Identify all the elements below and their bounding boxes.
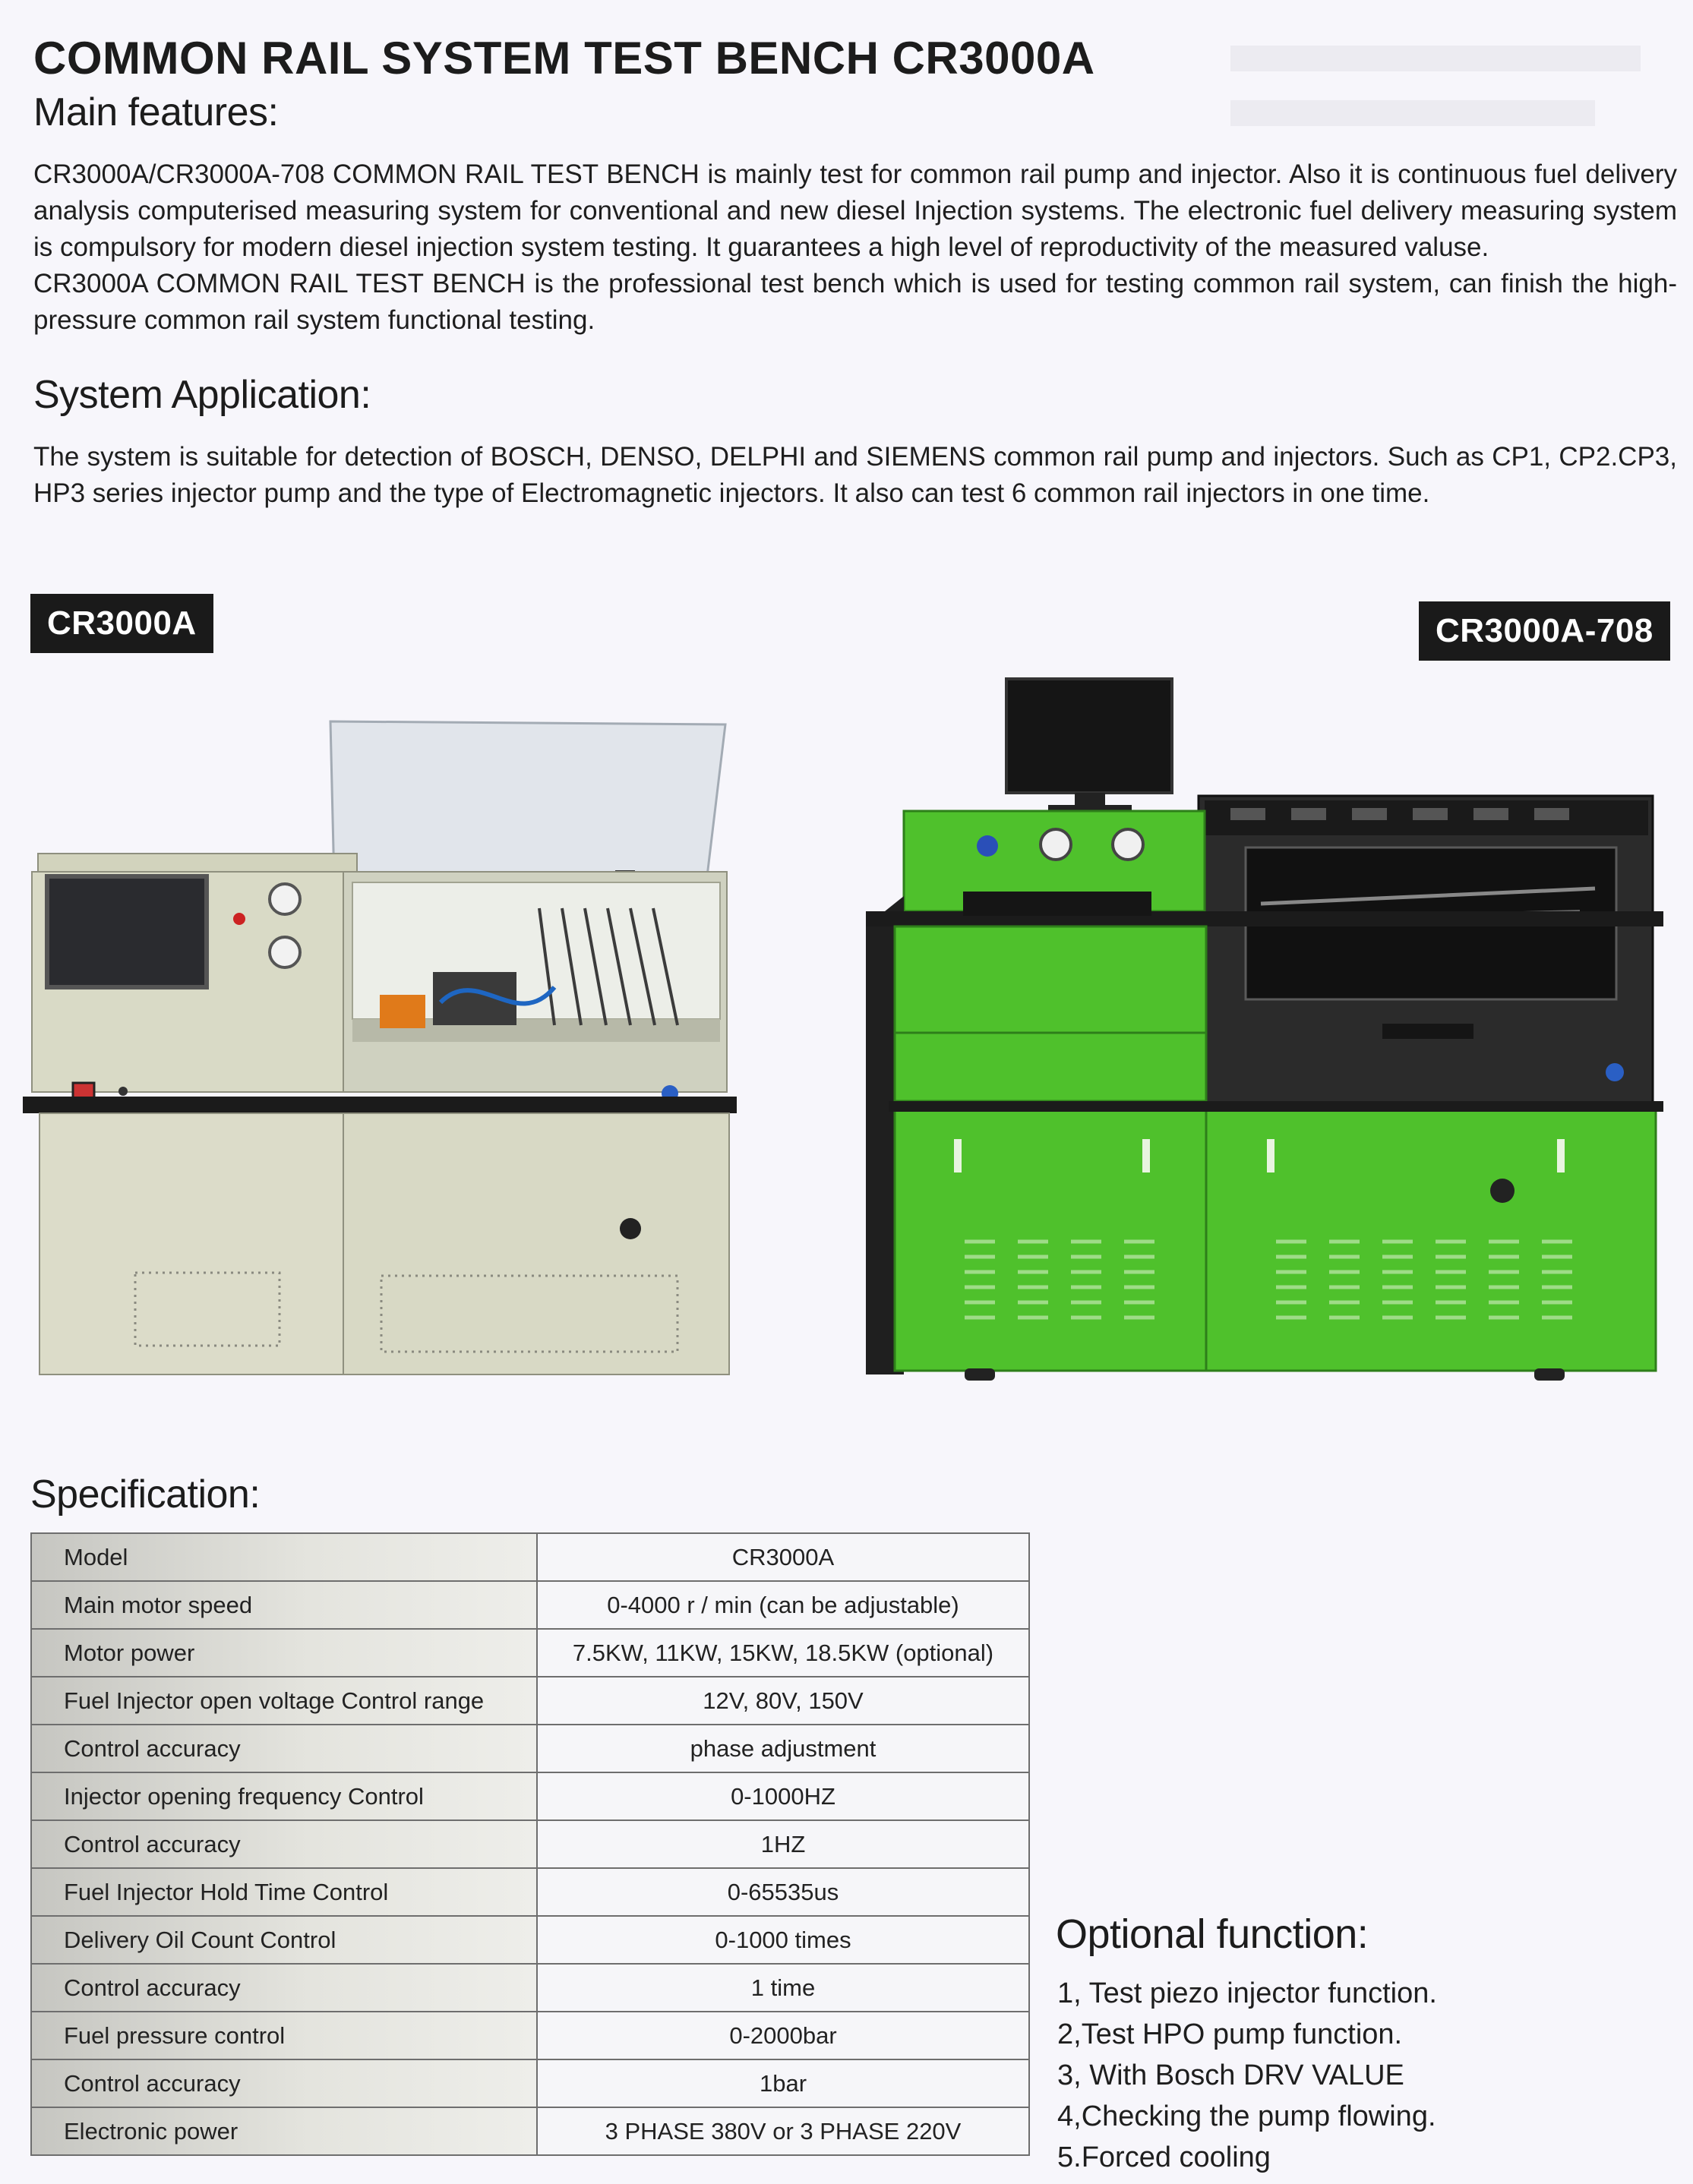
table-row xyxy=(31,1581,1029,1629)
spec-label: Control accuracy xyxy=(31,1725,537,1772)
spec-value: 1 time xyxy=(537,1964,1029,2012)
spec-label: Fuel Injector Hold Time Control xyxy=(31,1868,537,1916)
spec-label: Main motor speed xyxy=(31,1581,537,1629)
main-features-paragraph-1: CR3000A/CR3000A-708 COMMON RAIL TEST BENCH is mainly test for common rail pump and injector. Also it is continuous fuel delivery analysis computerised measuring system for conventional and new diesel Injection systems. The electronic fuel delivery measuring system is compulsory for modern diesel injection system testing. It guarantees a high level of reproductivity of the measured valuse. xyxy=(33,159,1677,262)
list-item: 5.Forced cooling xyxy=(1057,2141,1271,2173)
spec-value: 1bar xyxy=(537,2059,1029,2107)
main-features-paragraph-2: CR3000A COMMON RAIL TEST BENCH is the professional test bench which is used for testing common rail system, can finish the high-pressure common rail system functional testing. xyxy=(33,269,1677,335)
spec-label: Control accuracy xyxy=(31,2059,537,2107)
spec-value: 0-2000bar xyxy=(537,2012,1029,2059)
spec-label: Control accuracy xyxy=(31,1964,537,2012)
specification-table xyxy=(30,1532,1030,2156)
table-row xyxy=(31,1820,1029,1868)
spec-label: Fuel Injector open voltage Control range xyxy=(31,1677,537,1725)
spec-value: 0-65535us xyxy=(537,1868,1029,1916)
spec-value: phase adjustment xyxy=(537,1725,1029,1772)
main-features-heading: Main features: xyxy=(33,90,279,134)
page-title: COMMON RAIL SYSTEM TEST BENCH CR3000A xyxy=(33,33,1095,84)
cr3000a-708-bench-illustration xyxy=(866,676,1679,1397)
table-row xyxy=(31,1677,1029,1725)
table-row xyxy=(31,1772,1029,1820)
spec-value: CR3000A xyxy=(537,1533,1029,1581)
table-row xyxy=(31,1725,1029,1772)
table-row xyxy=(31,2012,1029,2059)
spec-value: 7.5KW, 11KW, 15KW, 18.5KW (optional) xyxy=(537,1629,1029,1677)
spec-label: Motor power xyxy=(31,1629,537,1677)
spec-value: 12V, 80V, 150V xyxy=(537,1677,1029,1725)
specification-heading: Specification: xyxy=(30,1472,261,1516)
table-row xyxy=(31,2107,1029,2155)
table-row xyxy=(31,1916,1029,1964)
list-item: 4,Checking the pump flowing. xyxy=(1057,2100,1436,2132)
list-item: 1, Test piezo injector function. xyxy=(1057,1977,1437,2009)
page-showthrough-decoration xyxy=(1230,38,1656,144)
table-row xyxy=(31,1868,1029,1916)
list-item: 3, With Bosch DRV VALUE xyxy=(1057,2059,1404,2091)
table-row xyxy=(31,2059,1029,2107)
spec-value: 3 PHASE 380V or 3 PHASE 220V xyxy=(537,2107,1029,2155)
spec-value: 0-1000HZ xyxy=(537,1772,1029,1820)
spec-label: Model xyxy=(31,1533,537,1581)
list-item: 2,Test HPO pump function. xyxy=(1057,2018,1403,2050)
spec-label: Injector opening frequency Control xyxy=(31,1772,537,1820)
optional-function-list xyxy=(1057,1973,1437,2178)
table-row xyxy=(31,1629,1029,1677)
system-application-paragraph: The system is suitable for detection of BOSCH, DENSO, DELPHI and SIEMENS common rail pump and injectors. Such as CP1, CP2.CP3, HP3 series injector pump and the type of Electromagnetic injectors. It also can test 6 common rail injectors in one time. xyxy=(33,442,1677,508)
spec-label: Control accuracy xyxy=(31,1820,537,1868)
spec-value: 0-1000 times xyxy=(537,1916,1029,1964)
table-row xyxy=(31,1533,1029,1581)
model-tag-cr3000a-708: CR3000A-708 xyxy=(1419,601,1670,661)
spec-label: Delivery Oil Count Control xyxy=(31,1916,537,1964)
system-application-heading: System Application: xyxy=(33,373,371,417)
spec-label: Electronic power xyxy=(31,2107,537,2155)
model-tag-cr3000a: CR3000A xyxy=(30,594,213,653)
spec-value: 1HZ xyxy=(537,1820,1029,1868)
cr3000a-bench-illustration xyxy=(23,714,744,1382)
optional-function-heading: Optional function: xyxy=(1056,1911,1369,1957)
spec-label: Fuel pressure control xyxy=(31,2012,537,2059)
spec-value: 0-4000 r / min (can be adjustable) xyxy=(537,1581,1029,1629)
table-row xyxy=(31,1964,1029,2012)
